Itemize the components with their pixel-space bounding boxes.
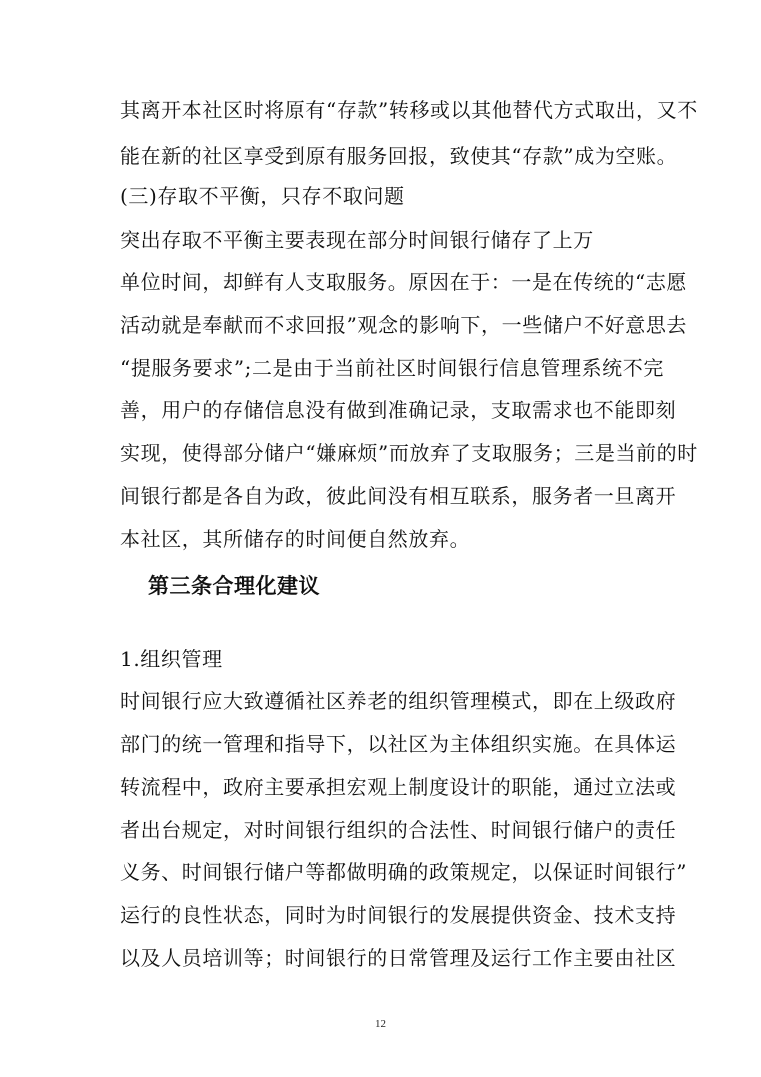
subsection-title: 1.组织管理 — [120, 647, 223, 671]
paragraph-line: 时间银行应大致遵循社区养老的组织管理模式，即在上级政府 — [120, 689, 677, 713]
paragraph-line: 突出存取不平衡主要表现在部分时间银行储存了上万 — [120, 228, 594, 252]
paragraph-line: 间银行都是各自为政，彼此间没有相互联系，服务者一旦离开 — [120, 484, 677, 508]
section-heading: 第三条合理化建议 — [148, 574, 320, 598]
paragraph-line: 善，用户的存储信息没有做到准确记录，支取需求也不能即刻 — [120, 398, 677, 422]
paragraph-line: 以及人员培训等；时间银行的日常管理及运行工作主要由社区 — [120, 946, 677, 970]
paragraph-line: 者出台规定，对时间银行组织的合法性、时间银行储户的责任 — [120, 818, 677, 842]
paragraph-line: 实现，使得部分储户“嫌麻烦”而放弃了支取服务；三是当前的时 — [120, 441, 698, 465]
paragraph-line: 本社区，其所储存的时间便自然放弃。 — [120, 527, 471, 551]
paragraph-line: 活动就是奉献而不求回报”观念的影响下，一些储户不好意思去 — [120, 313, 688, 337]
paragraph-line: 转流程中，政府主要承担宏观上制度设计的职能，通过立法或 — [120, 775, 677, 799]
paragraph-line: 义务、时间银行储户等都做明确的政策规定，以保证时间银行” — [120, 860, 688, 884]
subsection-title: (三)存取不平衡，只存不取问题 — [120, 184, 405, 208]
paragraph-line: 部门的统一管理和指导下，以社区为主体组织实施。在具体运 — [120, 732, 677, 756]
paragraph-line: 能在新的社区享受到原有服务回报，致使其“存款”成为空账。 — [120, 144, 678, 168]
paragraph-line: “提服务要求”;二是由于当前社区时间银行信息管理系统不完 — [120, 356, 664, 380]
paragraph-line: 运行的良性状态，同时为时间银行的发展提供资金、技术支持 — [120, 903, 677, 927]
paragraph-line: 其离开本社区时将原有“存款”转移或以其他替代方式取出，又不 — [120, 98, 698, 122]
page-number: 12 — [375, 1018, 386, 1030]
paragraph-line: 单位时间，却鲜有人支取服务。原因在于：一是在传统的“志愿 — [120, 270, 688, 294]
